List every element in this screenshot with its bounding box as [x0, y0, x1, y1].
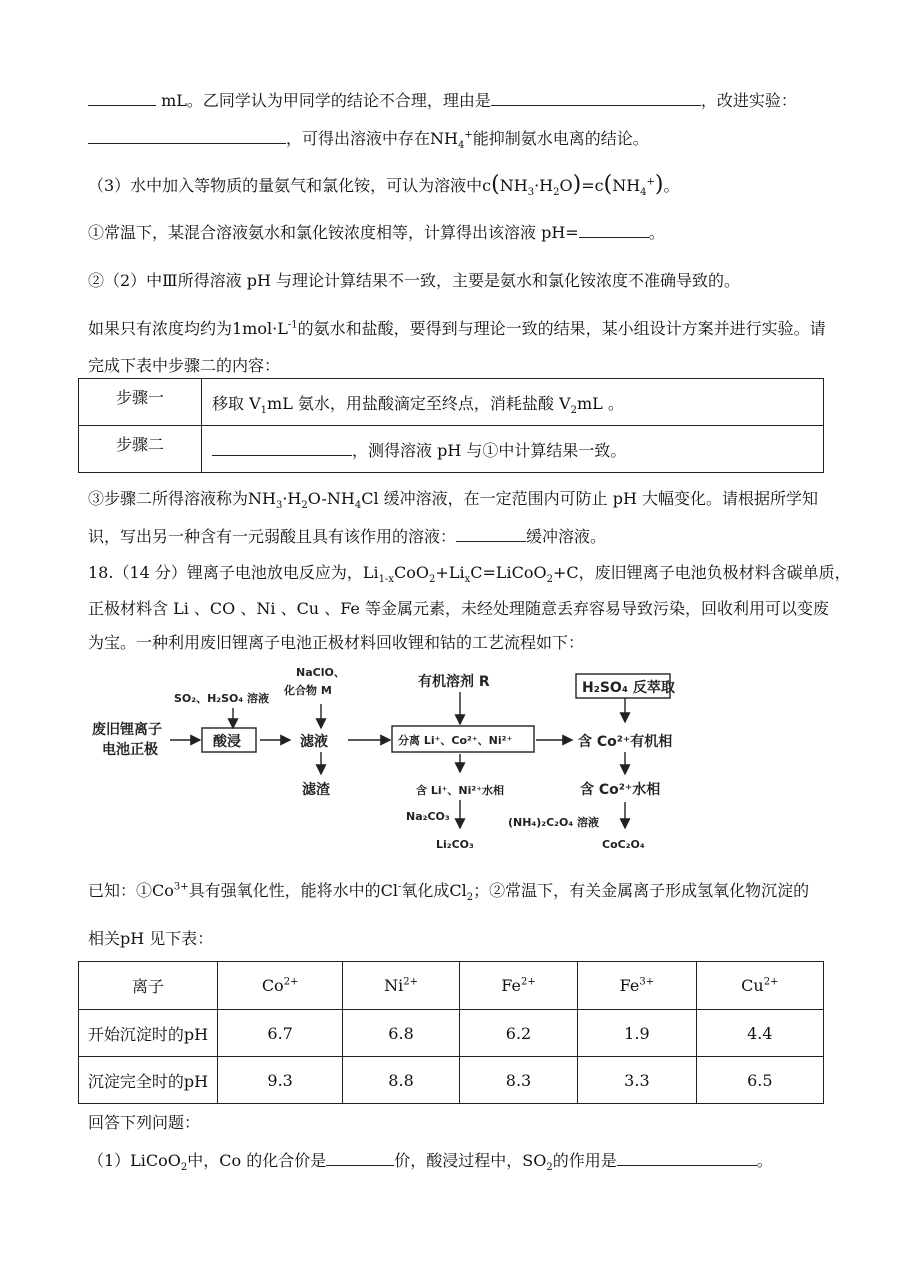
row-label: 沉淀完全时的pH — [79, 1057, 218, 1104]
reagent-label: (NH₄)₂C₂O₄ 溶液 — [508, 816, 599, 829]
table-cell: 6.7 — [218, 1010, 343, 1057]
subscript: 3 — [275, 500, 283, 512]
aqueous-phase-label: 含 Li⁺、Ni²⁺水相 — [416, 784, 505, 797]
text: +Li — [435, 563, 465, 582]
table-header-row — [79, 962, 824, 1010]
text: 中，Co 的化合价是 — [187, 1151, 327, 1170]
text-line — [88, 598, 829, 620]
text-line: （3）水中加入等物质的量氨气和氯化铵，可认为溶液中$c(NH_3\cdot H_2O)=c(NH_4^+)$。 — [88, 172, 680, 199]
text-line — [88, 222, 665, 244]
text: CoO — [394, 563, 430, 582]
table-cell: 6.2 — [459, 1010, 577, 1057]
answer-blank — [212, 441, 352, 456]
text: mL。乙同学认为甲同学的结论不合理，理由是 — [161, 91, 491, 110]
subscript: 3 — [527, 187, 535, 199]
text-line — [88, 1150, 773, 1172]
text: 价，酸浸过程中，SO — [394, 1151, 547, 1170]
reagent-label: 化合物 M — [284, 684, 332, 697]
product-label: Li₂CO₃ — [436, 838, 474, 851]
table-cell: 4.4 — [696, 1010, 823, 1057]
superscript: + — [646, 176, 655, 188]
residue-label: 滤渣 — [302, 782, 330, 798]
text-line — [88, 928, 213, 950]
header-cell: $Cu^{2+}$ — [696, 962, 823, 1010]
reagent-label: H₂SO₄ 反萃取 — [582, 680, 675, 696]
text-line — [88, 632, 584, 654]
text: 具有强氧化性，能将水中的Cl — [188, 881, 399, 900]
subscript: 2 — [546, 574, 553, 586]
subscript: 4 — [457, 140, 465, 152]
text: C=LiCoO — [470, 563, 547, 582]
text: 相关pH 见下表： — [88, 929, 214, 948]
table-row — [79, 1010, 824, 1057]
table-row — [79, 1057, 824, 1104]
text: NH — [612, 176, 641, 195]
subscript: 2 — [180, 1162, 188, 1174]
table-row — [79, 426, 824, 473]
organic-phase-label: 含 Co²⁺有机相 — [578, 734, 673, 750]
ph-table — [78, 961, 824, 1104]
header-cell: $Fe^{2+}$ — [459, 962, 577, 1010]
text: 正极材料含 Li 、CO 、Ni 、Cu 、Fe 等金属元素，未经处理随意丢弃容易导致污染，回收利用可以变废 — [88, 599, 829, 618]
text-line — [88, 318, 826, 340]
text: 识，写出另一种含有一元弱酸且具有该作用的溶液： — [88, 527, 457, 546]
text: 已知：①Co — [88, 881, 174, 900]
text: ，可得出溶液中存在NH — [286, 129, 458, 148]
subscript: 2 — [546, 1162, 553, 1174]
subscript: x — [464, 574, 471, 586]
text: O — [559, 176, 573, 195]
step2-label: 步骤二 — [79, 426, 202, 473]
table-cell: 6.8 — [343, 1010, 460, 1057]
text-line — [88, 270, 740, 292]
table-cell: 6.5 — [696, 1057, 823, 1104]
header-cell: $Co^{2+}$ — [218, 962, 343, 1010]
separation-box: 分离 Li⁺、Co²⁺、Ni²⁺ — [398, 734, 513, 747]
text: 的作用是 — [552, 1151, 617, 1170]
subscript: 4 — [354, 500, 362, 512]
subscript: 4 — [640, 187, 647, 199]
reagent-label: NaClO、 — [296, 666, 345, 679]
table-cell: 9.3 — [218, 1057, 343, 1104]
aqueous-phase-label: 含 Co²⁺水相 — [580, 782, 661, 798]
text: 。 — [648, 223, 665, 242]
text: O-NH — [307, 489, 355, 508]
text: 的氨水和盐酸，要得到与理论一致的结果，某小组设计方案并进行实验。请 — [297, 319, 826, 338]
text-line — [88, 526, 606, 548]
text: 18.（14 分）锂离子电池放电反应为，Li — [88, 563, 379, 582]
answer-blank — [88, 129, 286, 144]
text-line — [88, 488, 818, 510]
reagent-label: Na₂CO₃ — [406, 810, 450, 823]
text: 为宝。一种利用废旧锂离子电池正极材料回收锂和钴的工艺流程如下： — [88, 633, 585, 652]
row-label: 开始沉淀时的pH — [79, 1010, 218, 1057]
text-line — [88, 355, 280, 377]
text: 能抑制氨水电离的结论。 — [472, 129, 649, 148]
answer-blank — [456, 527, 526, 542]
text: ·H — [534, 176, 554, 195]
table-cell: 8.8 — [343, 1057, 460, 1104]
text: 氧化成Cl — [401, 881, 467, 900]
reagent-label: 有机溶剂 R — [418, 674, 490, 690]
step2-content: ，测得溶液 pH 与①中计算结果一致。 — [202, 426, 824, 473]
text-line — [88, 90, 797, 112]
table-row — [79, 379, 824, 426]
text: （1）LiCoO — [88, 1151, 181, 1170]
process-flowchart — [88, 660, 728, 860]
header-cell: $Fe^{3+}$ — [578, 962, 696, 1010]
text: 。 — [663, 176, 680, 195]
text: ；②常温下，有关金属离子形成氢氧化物沉淀的 — [473, 881, 810, 900]
table-cell: 8.3 — [459, 1057, 577, 1104]
text: 如果只有浓度均约为1mol·L — [88, 319, 288, 338]
product-label: CoC₂O₄ — [602, 838, 645, 851]
start-label: 废旧锂离子 — [92, 722, 162, 738]
answer-blank — [579, 223, 649, 238]
start-label: 电池正极 — [102, 742, 158, 758]
text: 。 — [756, 1151, 773, 1170]
subscript: 1-x — [378, 574, 395, 586]
reagent-label: SO₂、H₂SO₄ 溶液 — [174, 692, 270, 705]
text-line — [88, 1112, 200, 1134]
step1-content: 移取 $V_1mL$ 氨水，用盐酸滴定至终点，消耗盐酸 $V_2mL$ 。 — [202, 379, 824, 426]
superscript: - — [398, 881, 402, 893]
subscript: 2 — [429, 574, 436, 586]
text: +C，废旧锂离子电池负极材料含碳单质， — [552, 563, 851, 582]
answer-blank — [326, 1151, 394, 1166]
text: 完成下表中步骤二的内容： — [88, 356, 281, 375]
filtrate-label: 滤液 — [300, 734, 328, 750]
text-line — [88, 880, 809, 902]
text: （3）水中加入等物质的量氨气和氯化铵，可认为溶液中c — [88, 176, 492, 195]
answer-blank — [491, 91, 701, 106]
text: =c — [581, 176, 604, 195]
text: ，改进实验： — [700, 91, 797, 110]
table-cell: 3.3 — [578, 1057, 696, 1104]
text: ·H — [282, 489, 302, 508]
text: ②（2）中Ⅲ所得溶液 pH 与理论计算结果不一致，主要是氨水和氯化铵浓度不准确导致的。 — [88, 271, 740, 290]
step1-label: 步骤一 — [79, 379, 202, 426]
text: NH — [499, 176, 528, 195]
header-cell: 离子 — [79, 962, 218, 1010]
superscript: -1 — [287, 319, 298, 331]
header-cell: $Ni^{2+}$ — [343, 962, 460, 1010]
text: ③步骤二所得溶液称为NH — [88, 489, 276, 508]
answer-blank — [617, 1151, 757, 1166]
acid-leach-box: 酸浸 — [213, 734, 241, 750]
text: Cl 缓冲溶液，在一定范围内可防止 pH 大幅变化。请根据所学知 — [361, 489, 819, 508]
superscript: + — [464, 129, 473, 141]
text: 回答下列问题： — [88, 1113, 201, 1132]
text-line — [88, 128, 649, 150]
steps-table — [78, 378, 824, 473]
text: ①常温下，某混合溶液氨水和氯化铵浓度相等，计算得出该溶液 pH= — [88, 223, 579, 242]
superscript: 3+ — [173, 881, 189, 893]
subscript: 2 — [553, 187, 560, 199]
text-line — [88, 562, 851, 584]
answer-blank — [88, 91, 156, 106]
text: 缓冲溶液。 — [526, 527, 607, 546]
table-cell: 1.9 — [578, 1010, 696, 1057]
subscript: 2 — [466, 892, 474, 904]
subscript: 2 — [301, 500, 308, 512]
